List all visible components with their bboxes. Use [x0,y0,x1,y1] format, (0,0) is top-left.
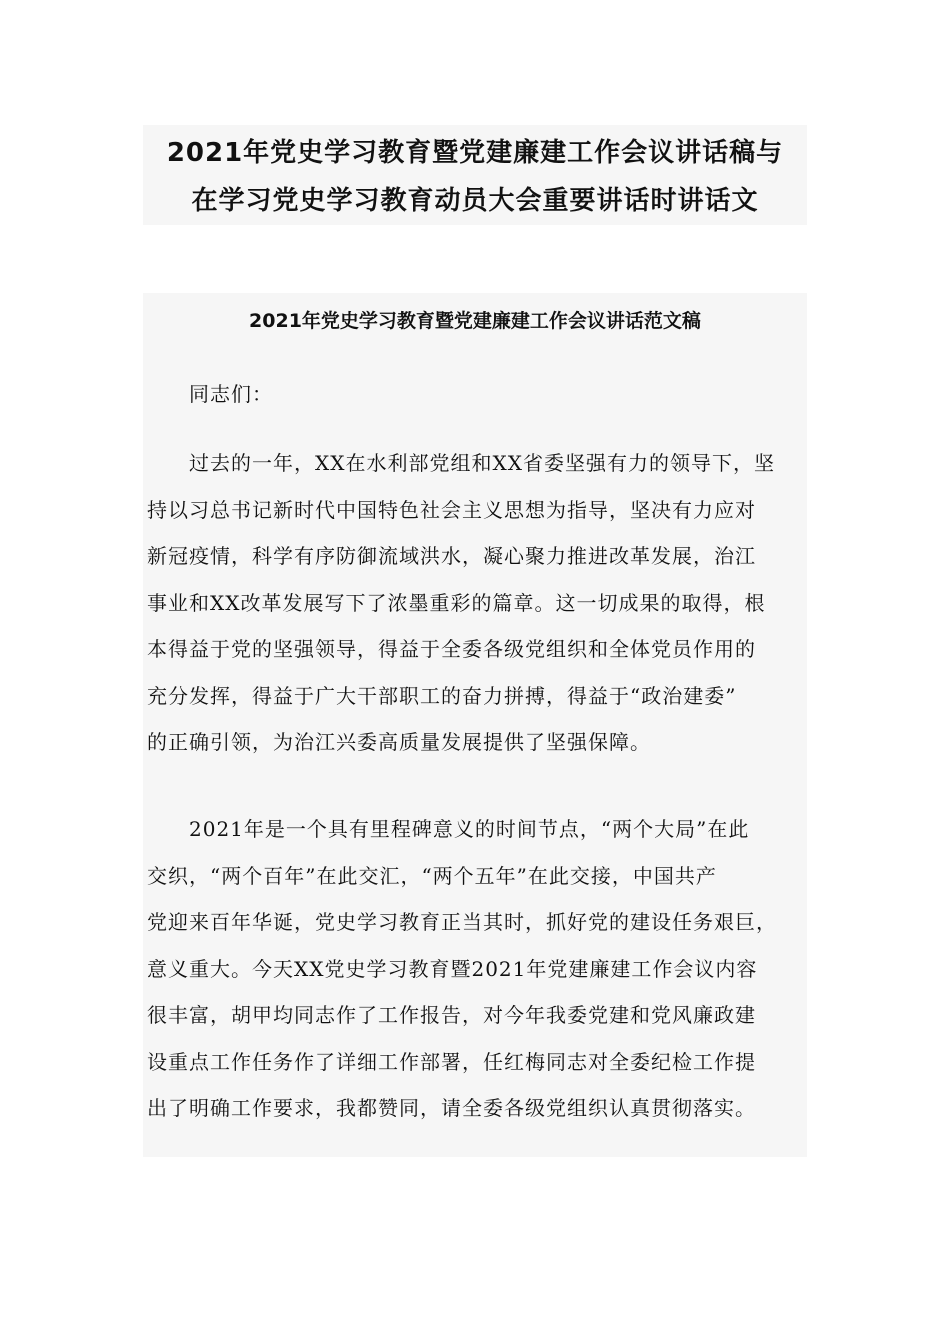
salutation-text: 同志们： [189,382,273,406]
title-line-2: 在学习党史学习教育动员大会重要讲话时讲话文 [191,186,759,216]
paragraph-line: 持以习总书记新时代中国特色社会主义思想为指导，坚决有力应对 [147,497,756,522]
document-title [143,125,807,225]
paragraph-line: 出了明确工作要求，我都赞同，请全委各级党组织认真贯彻落实。 [147,1096,756,1120]
paragraph-line: 的正确引领，为治江兴委高质量发展提供了坚强保障。 [147,730,651,754]
paragraph-line: 意义重大。今天XX党史学习教育暨2021年党建廉建工作会议内容 [147,956,758,981]
salutation [147,371,807,418]
paragraph-2 [147,806,807,1132]
paragraph-1 [147,440,807,766]
paragraph-line: 充分发挥，得益于广大干部职工的奋力拼搏，得益于“政治建委” [147,683,737,708]
paragraph-line: 交织，“两个百年”在此交汇，“两个五年”在此交接，中国共产 [147,863,717,888]
paragraph-line: 新冠疫情，科学有序防御流域洪水，凝心聚力推进改革发展，治江 [147,544,756,568]
paragraph-line: 事业和XX改革发展写下了浓墨重彩的篇章。这一切成果的取得，根 [147,590,766,615]
paragraph-line: 很丰富，胡甲均同志作了工作报告，对今年我委党建和党风廉政建 [147,1003,756,1027]
section-heading: 2021年党史学习教育暨党建廉建工作会议讲话范文稿 [249,310,701,332]
document-body [143,293,807,1157]
paragraph-line: 过去的一年，XX在水利部党组和XX省委坚强有力的领导下，坚 [189,451,775,475]
paragraph-line: 设重点工作任务作了详细工作部署，任红梅同志对全委纪检工作提 [147,1049,756,1074]
paragraph-line: 党迎来百年华诞，党史学习教育正当其时，抓好党的建设任务艰巨， [147,910,777,934]
paragraph-line: 本得益于党的坚强领导，得益于全委各级党组织和全体党员作用的 [147,637,756,661]
title-line-1: 2021年党史学习教育暨党建廉建工作会议讲话稿与 [166,138,784,168]
paragraph-line: 2021年是一个具有里程碑意义的时间节点，“两个大局”在此 [189,817,750,841]
